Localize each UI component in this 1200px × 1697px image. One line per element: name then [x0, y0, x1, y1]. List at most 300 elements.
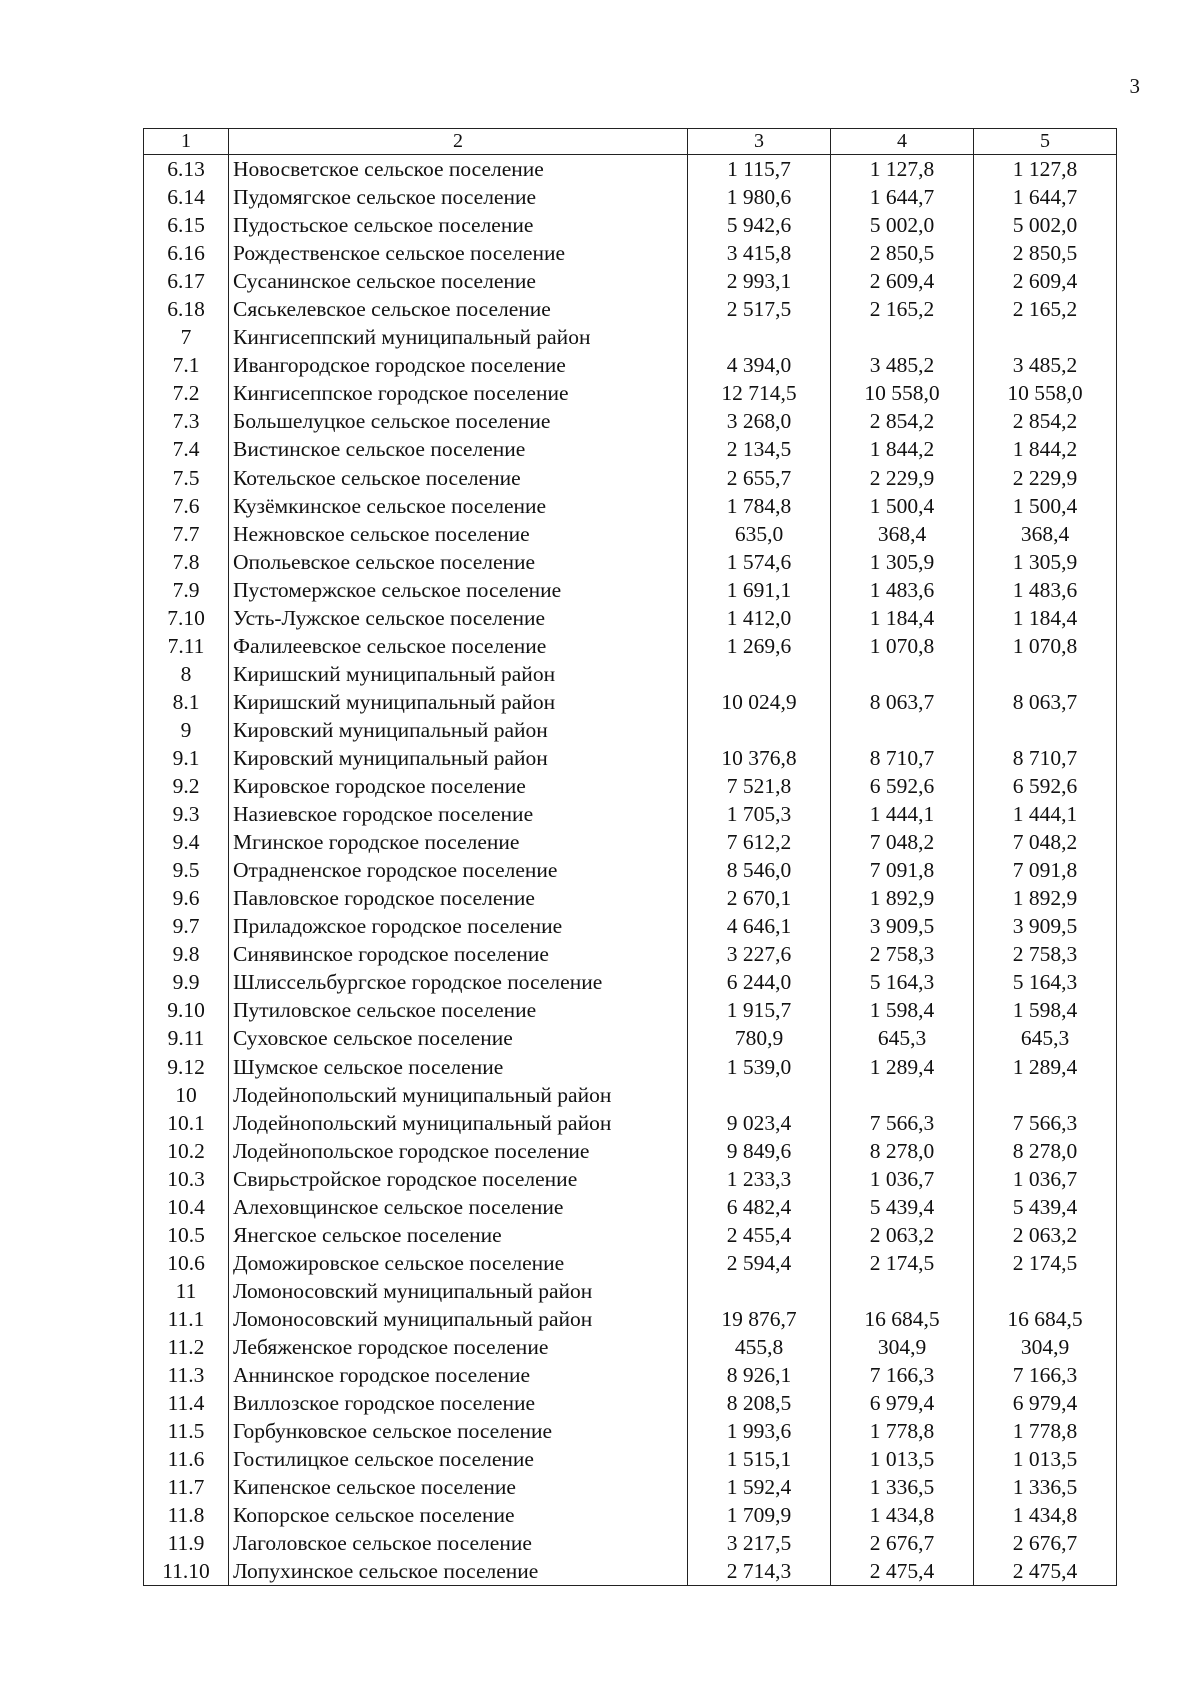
municipality-name: Большелуцкое сельское поселение [229, 407, 688, 435]
value-col-5: 1 070,8 [974, 632, 1117, 660]
table-row [144, 1417, 1117, 1445]
value-col-5: 2 165,2 [974, 295, 1117, 323]
table-row [144, 351, 1117, 379]
value-col-5: 8 063,7 [974, 688, 1117, 716]
municipality-name: Свирьстройское городское поселение [229, 1165, 688, 1193]
value-col-3 [688, 716, 831, 744]
table-row [144, 1137, 1117, 1165]
row-number: 7.7 [144, 520, 229, 548]
value-col-3: 455,8 [688, 1333, 831, 1361]
municipality-name: Приладожское городское поселение [229, 912, 688, 940]
value-col-3: 1 915,7 [688, 996, 831, 1024]
municipality-name: Лопухинское сельское поселение [229, 1557, 688, 1586]
value-col-3: 19 876,7 [688, 1305, 831, 1333]
table-row [144, 1221, 1117, 1249]
table-row [144, 744, 1117, 772]
row-number: 9.6 [144, 884, 229, 912]
value-col-5: 2 063,2 [974, 1221, 1117, 1249]
value-col-5: 7 166,3 [974, 1361, 1117, 1389]
municipality-name: Шлиссельбургское городское поселение [229, 968, 688, 996]
row-number: 11.4 [144, 1389, 229, 1417]
municipality-name: Лебяженское городское поселение [229, 1333, 688, 1361]
value-col-3: 2 134,5 [688, 435, 831, 463]
value-col-5: 7 566,3 [974, 1109, 1117, 1137]
value-col-3: 7 612,2 [688, 828, 831, 856]
table-row [144, 1333, 1117, 1361]
value-col-5: 8 278,0 [974, 1137, 1117, 1165]
value-col-3: 1 269,6 [688, 632, 831, 660]
value-col-3: 3 415,8 [688, 239, 831, 267]
municipality-name: Кипенское сельское поселение [229, 1473, 688, 1501]
value-col-4: 1 892,9 [831, 884, 974, 912]
table-row [144, 435, 1117, 463]
municipality-name: Кингисеппский муниципальный район [229, 323, 688, 351]
table-row [144, 267, 1117, 295]
value-col-4: 3 909,5 [831, 912, 974, 940]
row-number: 6.18 [144, 295, 229, 323]
value-col-3: 9 849,6 [688, 1137, 831, 1165]
municipality-name: Сяськелевское сельское поселение [229, 295, 688, 323]
value-col-5 [974, 660, 1117, 688]
row-number: 7.11 [144, 632, 229, 660]
column-header-4: 4 [831, 129, 974, 155]
value-col-4: 304,9 [831, 1333, 974, 1361]
value-col-5: 1 127,8 [974, 155, 1117, 184]
table-row [144, 968, 1117, 996]
value-col-5: 1 184,4 [974, 604, 1117, 632]
row-number: 7.5 [144, 464, 229, 492]
value-col-5: 1 289,4 [974, 1053, 1117, 1081]
value-col-5: 304,9 [974, 1333, 1117, 1361]
row-number: 11.10 [144, 1557, 229, 1586]
row-number: 11 [144, 1277, 229, 1305]
table-row [144, 211, 1117, 239]
value-col-3: 635,0 [688, 520, 831, 548]
row-number: 9.4 [144, 828, 229, 856]
value-col-5 [974, 323, 1117, 351]
value-col-4 [831, 323, 974, 351]
table-row [144, 407, 1117, 435]
table-row [144, 1557, 1117, 1586]
value-col-4: 2 174,5 [831, 1249, 974, 1277]
table-row [144, 1277, 1117, 1305]
table-row [144, 1081, 1117, 1109]
value-col-3: 9 023,4 [688, 1109, 831, 1137]
value-col-4: 1 127,8 [831, 155, 974, 184]
value-col-4: 7 048,2 [831, 828, 974, 856]
value-col-4: 1 844,2 [831, 435, 974, 463]
table-row [144, 1193, 1117, 1221]
row-number: 9.11 [144, 1024, 229, 1052]
row-number: 11.9 [144, 1529, 229, 1557]
table-row [144, 1053, 1117, 1081]
municipality-name: Копорское сельское поселение [229, 1501, 688, 1529]
municipality-name: Горбунковское сельское поселение [229, 1417, 688, 1445]
municipality-name: Нежновское сельское поселение [229, 520, 688, 548]
value-col-3: 5 942,6 [688, 211, 831, 239]
value-col-4 [831, 660, 974, 688]
value-col-3: 1 233,3 [688, 1165, 831, 1193]
value-col-4: 1 483,6 [831, 576, 974, 604]
row-number: 11.5 [144, 1417, 229, 1445]
table-row [144, 1305, 1117, 1333]
value-col-4: 2 850,5 [831, 239, 974, 267]
value-col-3: 1 574,6 [688, 548, 831, 576]
value-col-4: 1 036,7 [831, 1165, 974, 1193]
table-row [144, 323, 1117, 351]
row-number: 7.4 [144, 435, 229, 463]
row-number: 7.1 [144, 351, 229, 379]
table-row [144, 576, 1117, 604]
value-col-3: 1 412,0 [688, 604, 831, 632]
value-col-4: 7 566,3 [831, 1109, 974, 1137]
table-row [144, 239, 1117, 267]
row-number: 10 [144, 1081, 229, 1109]
value-col-4: 1 598,4 [831, 996, 974, 1024]
column-header-1: 1 [144, 129, 229, 155]
value-col-3: 1 784,8 [688, 492, 831, 520]
value-col-4: 645,3 [831, 1024, 974, 1052]
value-col-5: 368,4 [974, 520, 1117, 548]
row-number: 9.9 [144, 968, 229, 996]
value-col-4: 1 336,5 [831, 1473, 974, 1501]
table-row [144, 1445, 1117, 1473]
row-number: 9.5 [144, 856, 229, 884]
municipality-name: Рождественское сельское поселение [229, 239, 688, 267]
value-col-4: 1 644,7 [831, 183, 974, 211]
table-row [144, 912, 1117, 940]
municipality-name: Новосветское сельское поселение [229, 155, 688, 184]
value-col-5: 1 500,4 [974, 492, 1117, 520]
value-col-4: 16 684,5 [831, 1305, 974, 1333]
value-col-4: 6 592,6 [831, 772, 974, 800]
value-col-5: 1 013,5 [974, 1445, 1117, 1473]
table-row [144, 379, 1117, 407]
row-number: 11.6 [144, 1445, 229, 1473]
table-row [144, 155, 1117, 184]
value-col-3: 1 993,6 [688, 1417, 831, 1445]
value-col-3: 7 521,8 [688, 772, 831, 800]
value-col-3: 4 646,1 [688, 912, 831, 940]
table-row [144, 828, 1117, 856]
row-number: 7.3 [144, 407, 229, 435]
value-col-3 [688, 323, 831, 351]
table-row [144, 464, 1117, 492]
municipality-name: Ивангородское городское поселение [229, 351, 688, 379]
municipality-name: Павловское городское поселение [229, 884, 688, 912]
value-col-3: 8 208,5 [688, 1389, 831, 1417]
value-col-5: 6 592,6 [974, 772, 1117, 800]
table-row [144, 800, 1117, 828]
row-number: 9.3 [144, 800, 229, 828]
municipality-name: Котельское сельское поселение [229, 464, 688, 492]
table-row [144, 716, 1117, 744]
table-header-row [144, 129, 1117, 155]
municipality-name: Виллозское городское поселение [229, 1389, 688, 1417]
municipality-name: Шумское сельское поселение [229, 1053, 688, 1081]
table-row [144, 1109, 1117, 1137]
column-header-5: 5 [974, 129, 1117, 155]
municipality-name: Лодейнопольский муниципальный район [229, 1109, 688, 1137]
value-col-5 [974, 716, 1117, 744]
value-col-4: 2 165,2 [831, 295, 974, 323]
row-number: 10.1 [144, 1109, 229, 1137]
value-col-3: 1 709,9 [688, 1501, 831, 1529]
value-col-5: 1 644,7 [974, 183, 1117, 211]
municipality-name: Сусанинское сельское поселение [229, 267, 688, 295]
value-col-5: 2 174,5 [974, 1249, 1117, 1277]
table-row [144, 520, 1117, 548]
value-col-4: 7 166,3 [831, 1361, 974, 1389]
value-col-3: 2 517,5 [688, 295, 831, 323]
value-col-4: 5 164,3 [831, 968, 974, 996]
value-col-5: 1 598,4 [974, 996, 1117, 1024]
table-row [144, 548, 1117, 576]
value-col-4: 8 710,7 [831, 744, 974, 772]
row-number: 6.16 [144, 239, 229, 267]
value-col-5: 1 778,8 [974, 1417, 1117, 1445]
row-number: 7.8 [144, 548, 229, 576]
value-col-3: 2 993,1 [688, 267, 831, 295]
table-row [144, 688, 1117, 716]
value-col-5: 5 439,4 [974, 1193, 1117, 1221]
value-col-3: 6 482,4 [688, 1193, 831, 1221]
row-number: 7.10 [144, 604, 229, 632]
row-number: 11.8 [144, 1501, 229, 1529]
value-col-3: 2 594,4 [688, 1249, 831, 1277]
value-col-5: 5 002,0 [974, 211, 1117, 239]
row-number: 9 [144, 716, 229, 744]
value-col-3: 2 714,3 [688, 1557, 831, 1586]
table-row [144, 1389, 1117, 1417]
row-number: 6.17 [144, 267, 229, 295]
value-col-4: 7 091,8 [831, 856, 974, 884]
column-header-3: 3 [688, 129, 831, 155]
value-col-4: 10 558,0 [831, 379, 974, 407]
value-col-5: 8 710,7 [974, 744, 1117, 772]
value-col-4: 6 979,4 [831, 1389, 974, 1417]
municipality-name: Пустомержское сельское поселение [229, 576, 688, 604]
value-col-3: 3 217,5 [688, 1529, 831, 1557]
table-row [144, 884, 1117, 912]
value-col-3: 10 024,9 [688, 688, 831, 716]
value-col-5: 1 444,1 [974, 800, 1117, 828]
value-col-3: 1 691,1 [688, 576, 831, 604]
table-body [144, 155, 1117, 1586]
value-col-4: 2 475,4 [831, 1557, 974, 1586]
value-col-4: 5 002,0 [831, 211, 974, 239]
value-col-5: 2 854,2 [974, 407, 1117, 435]
value-col-4: 1 184,4 [831, 604, 974, 632]
row-number: 10.6 [144, 1249, 229, 1277]
value-col-5: 2 229,9 [974, 464, 1117, 492]
municipality-name: Путиловское сельское поселение [229, 996, 688, 1024]
table-row [144, 772, 1117, 800]
table-row [144, 1165, 1117, 1193]
municipality-name: Гостилицкое сельское поселение [229, 1445, 688, 1473]
value-col-5: 10 558,0 [974, 379, 1117, 407]
value-col-5 [974, 1277, 1117, 1305]
municipality-name: Вистинское сельское поселение [229, 435, 688, 463]
value-col-3: 1 539,0 [688, 1053, 831, 1081]
municipality-name: Суховское сельское поселение [229, 1024, 688, 1052]
table-row [144, 940, 1117, 968]
table-row [144, 1024, 1117, 1052]
row-number: 11.1 [144, 1305, 229, 1333]
value-col-4: 1 070,8 [831, 632, 974, 660]
municipality-name: Лодейнопольское городское поселение [229, 1137, 688, 1165]
value-col-4: 3 485,2 [831, 351, 974, 379]
table-row [144, 183, 1117, 211]
value-col-5: 3 485,2 [974, 351, 1117, 379]
value-col-3: 1 115,7 [688, 155, 831, 184]
municipality-name: Лаголовское сельское поселение [229, 1529, 688, 1557]
value-col-5: 2 609,4 [974, 267, 1117, 295]
table-row [144, 1501, 1117, 1529]
value-col-4: 5 439,4 [831, 1193, 974, 1221]
value-col-4: 1 434,8 [831, 1501, 974, 1529]
table-row [144, 1473, 1117, 1501]
municipality-name: Кузёмкинское сельское поселение [229, 492, 688, 520]
value-col-4: 2 609,4 [831, 267, 974, 295]
municipality-name: Опольевское сельское поселение [229, 548, 688, 576]
municipality-name: Ломоносовский муниципальный район [229, 1305, 688, 1333]
value-col-5: 1 305,9 [974, 548, 1117, 576]
value-col-4: 1 444,1 [831, 800, 974, 828]
value-col-4: 8 278,0 [831, 1137, 974, 1165]
value-col-4 [831, 1081, 974, 1109]
municipality-name: Пудостьское сельское поселение [229, 211, 688, 239]
value-col-3: 4 394,0 [688, 351, 831, 379]
page-number: 3 [1129, 74, 1140, 98]
municipality-name: Кировский муниципальный район [229, 716, 688, 744]
row-number: 10.2 [144, 1137, 229, 1165]
value-col-4: 1 289,4 [831, 1053, 974, 1081]
value-col-3: 1 515,1 [688, 1445, 831, 1473]
table-row [144, 660, 1117, 688]
value-col-3: 6 244,0 [688, 968, 831, 996]
row-number: 7.9 [144, 576, 229, 604]
value-col-3: 1 980,6 [688, 183, 831, 211]
table-row [144, 604, 1117, 632]
municipality-name: Синявинское городское поселение [229, 940, 688, 968]
value-col-3: 12 714,5 [688, 379, 831, 407]
value-col-4: 1 778,8 [831, 1417, 974, 1445]
value-col-5: 7 091,8 [974, 856, 1117, 884]
value-col-3: 1 705,3 [688, 800, 831, 828]
municipality-name: Янегское сельское поселение [229, 1221, 688, 1249]
municipality-name: Назиевское городское поселение [229, 800, 688, 828]
municipality-name: Алеховщинское сельское поселение [229, 1193, 688, 1221]
value-col-5: 645,3 [974, 1024, 1117, 1052]
value-col-5: 1 892,9 [974, 884, 1117, 912]
row-number: 6.13 [144, 155, 229, 184]
municipality-name: Киришский муниципальный район [229, 660, 688, 688]
row-number: 11.2 [144, 1333, 229, 1361]
value-col-4: 2 676,7 [831, 1529, 974, 1557]
row-number: 6.14 [144, 183, 229, 211]
row-number: 9.7 [144, 912, 229, 940]
value-col-5: 5 164,3 [974, 968, 1117, 996]
value-col-5 [974, 1081, 1117, 1109]
value-col-3: 10 376,8 [688, 744, 831, 772]
municipality-name: Киришский муниципальный район [229, 688, 688, 716]
value-col-4: 8 063,7 [831, 688, 974, 716]
value-col-3: 2 655,7 [688, 464, 831, 492]
value-col-4: 1 500,4 [831, 492, 974, 520]
value-col-4: 368,4 [831, 520, 974, 548]
column-header-2: 2 [229, 129, 688, 155]
value-col-4: 2 229,9 [831, 464, 974, 492]
value-col-5: 2 475,4 [974, 1557, 1117, 1586]
row-number: 7.6 [144, 492, 229, 520]
municipality-name: Усть-Лужское сельское поселение [229, 604, 688, 632]
value-col-5: 2 676,7 [974, 1529, 1117, 1557]
table-row [144, 856, 1117, 884]
municipality-name: Мгинское городское поселение [229, 828, 688, 856]
budget-table [143, 128, 1117, 1586]
row-number: 9.10 [144, 996, 229, 1024]
row-number: 11.7 [144, 1473, 229, 1501]
row-number: 9.1 [144, 744, 229, 772]
value-col-3: 3 268,0 [688, 407, 831, 435]
value-col-3: 2 455,4 [688, 1221, 831, 1249]
row-number: 9.8 [144, 940, 229, 968]
municipality-name: Отрадненское городское поселение [229, 856, 688, 884]
value-col-4: 1 013,5 [831, 1445, 974, 1473]
value-col-5: 2 758,3 [974, 940, 1117, 968]
municipality-name: Ломоносовский муниципальный район [229, 1277, 688, 1305]
value-col-3: 8 926,1 [688, 1361, 831, 1389]
value-col-5: 1 483,6 [974, 576, 1117, 604]
row-number: 9.12 [144, 1053, 229, 1081]
value-col-4: 2 758,3 [831, 940, 974, 968]
row-number: 7.2 [144, 379, 229, 407]
municipality-name: Аннинское городское поселение [229, 1361, 688, 1389]
table-row [144, 1529, 1117, 1557]
value-col-3 [688, 1081, 831, 1109]
table-row [144, 492, 1117, 520]
value-col-3 [688, 1277, 831, 1305]
value-col-3: 780,9 [688, 1024, 831, 1052]
value-col-5: 1 336,5 [974, 1473, 1117, 1501]
municipality-name: Кингисеппское городское поселение [229, 379, 688, 407]
row-number: 10.5 [144, 1221, 229, 1249]
value-col-5: 1 036,7 [974, 1165, 1117, 1193]
value-col-4 [831, 1277, 974, 1305]
row-number: 10.3 [144, 1165, 229, 1193]
row-number: 8 [144, 660, 229, 688]
value-col-3 [688, 660, 831, 688]
value-col-5: 2 850,5 [974, 239, 1117, 267]
table-row [144, 295, 1117, 323]
municipality-name: Пудомягское сельское поселение [229, 183, 688, 211]
row-number: 11.3 [144, 1361, 229, 1389]
municipality-name: Фалилеевское сельское поселение [229, 632, 688, 660]
value-col-5: 1 434,8 [974, 1501, 1117, 1529]
municipality-name: Лодейнопольский муниципальный район [229, 1081, 688, 1109]
table-row [144, 996, 1117, 1024]
table-row [144, 632, 1117, 660]
municipality-name: Кировское городское поселение [229, 772, 688, 800]
value-col-5: 1 844,2 [974, 435, 1117, 463]
value-col-5: 7 048,2 [974, 828, 1117, 856]
value-col-4 [831, 716, 974, 744]
value-col-5: 6 979,4 [974, 1389, 1117, 1417]
municipality-name: Доможировское сельское поселение [229, 1249, 688, 1277]
value-col-5: 16 684,5 [974, 1305, 1117, 1333]
row-number: 9.2 [144, 772, 229, 800]
